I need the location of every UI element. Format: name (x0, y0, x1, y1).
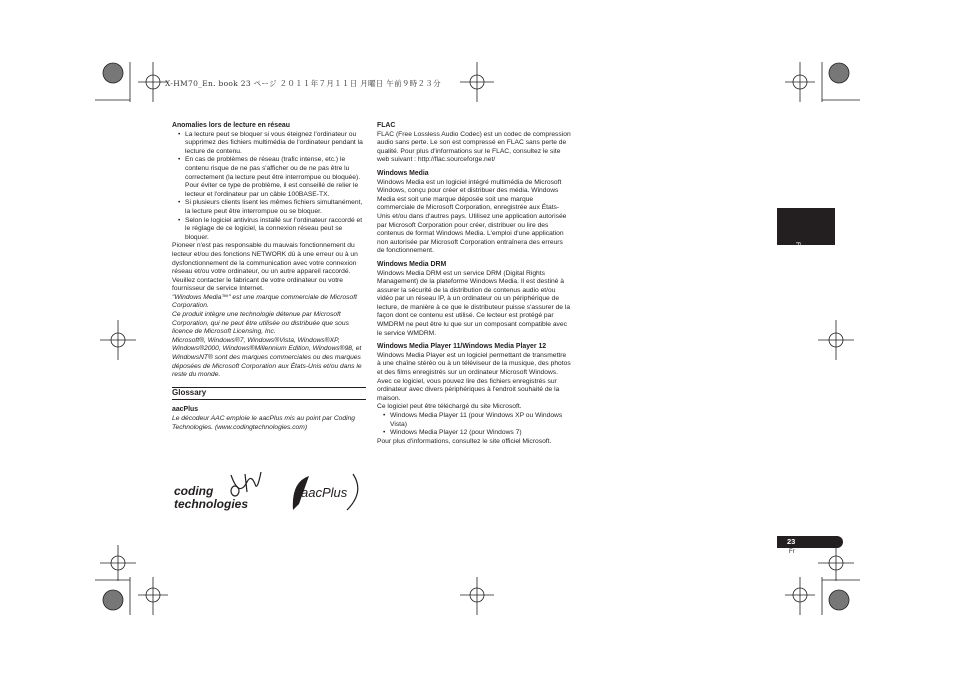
aacplus-text: Le décodeur AAC emploie le aacPlus mis au point par Coding Technologies. (www.codingtechnologies.com) (172, 415, 356, 431)
language-tab (777, 208, 835, 267)
registration-target-tl (103, 63, 123, 83)
section-title-network: Anomalies lors de lecture en réseau (172, 122, 290, 129)
aacplus-logo (289, 470, 365, 514)
bullet-item: • Selon le logiciel antivirus installé sur l'ordinateur raccordé et le réglage de ce logiciel, la connexion réseau peut se bloquer. (172, 217, 366, 243)
svg-text:aacPlus: aacPlus (301, 485, 348, 500)
wm-drm-title: Windows Media DRM (377, 260, 447, 268)
aacplus-title: aacPlus (172, 406, 199, 414)
bullet-item: • La lecture peut se bloquer si vous éteignez l'ordinateur ou supprimez des fichiers multimédia de l'ordinateur pendant la lecture de contenu. (172, 131, 366, 157)
registration-target-bl (103, 590, 123, 610)
book-header: X-HM70_En. book 23 ページ ２０１１年７月１１日 月曜日 午前９時２３分 (165, 79, 441, 88)
windows-media-title: Windows Media (377, 169, 429, 177)
windows-media-text: Windows Media est un logiciel intégré multimédia de Microsoft Windows, conçu pour créer et distribuer des média. Windows Media est soit une marque déposée soit une marque commerciale de Microsoft Corporation, enregistrée aux États-Unis et/ou dans d'autres pays. Utilisez une application autorisée par Microsoft Corporation pour créer, distribuer ou lire des contenus de format Windows Media. L'emploi d'une application non autorisée par Microsoft Corporation entraînera des erreurs de fonctionnement. (377, 178, 567, 255)
page-number: 23 (787, 537, 796, 546)
wmp-text: Ce logiciel peut être téléchargé du site Microsoft. (377, 403, 522, 411)
wmp-text: Windows Media Player est un logiciel permettant de transmettre à une chaîne stéréo ou à un téléviseur de la musique, des photos et des films enregistrés sur un ordinateur Microsoft Windows. (377, 351, 571, 377)
registration-target-tr (829, 63, 849, 83)
svg-text:coding: coding (174, 484, 214, 498)
registration-target-br (829, 590, 849, 610)
left-column (172, 122, 366, 432)
bullet-item: • En cas de problèmes de réseau (trafic intense, etc.) le contenu risque de ne pas s'afficher ou de ne pas être lu correctement (la lecture peut être interrompue ou bloquée). Pour éviter ce type de problème, il est conseillé de relier le lecteur et l'ordinateur par un câble 100BASE-TX. (172, 156, 366, 199)
glossary-heading: Glossary (172, 387, 366, 401)
wmp-text: Pour plus d'informations, consultez le site officiel Microsoft. (377, 437, 552, 445)
flac-title: FLAC (377, 122, 396, 129)
right-column (377, 122, 571, 446)
wmp-text: Avec ce logiciel, vous pouvez lire des fichiers enregistrés sur ordinateur avec divers périphériques à l'endroit souhaité de la maison. (377, 377, 560, 402)
bullet-item: • Windows Media Player 12 (pour Windows 7) (377, 429, 571, 438)
bullet-item: • Windows Media Player 11 (pour Windows XP ou Windows Vista) (377, 412, 571, 429)
coding-technologies-logo (173, 470, 265, 514)
flac-text: FLAC (Free Lossless Audio Codec) est un codec de compression audio sans perte. Le son est compressé en FLAC sans perte de qualité. Pour plus d'informations sur le FLAC, consultez le site web suivant : http://flac.sourceforge.net/ (377, 130, 571, 164)
pioneer-disclaimer: Pioneer n'est pas responsable du mauvais fonctionnement du lecteur et/ou des fonctions NETWORK dû à une erreur ou à un dysfonctionnement de la communication avec votre connexion réseau et/ou votre ordinateur, ou un autre appareil raccordé. Veuillez contacter le fabricant de votre ordinateur ou votre fournisseur de service Internet. (172, 242, 358, 293)
wmp-title: Windows Media Player 11/Windows Media Player 12 (377, 343, 547, 351)
svg-text:technologies: technologies (174, 497, 249, 511)
trademark-note: "Windows Media™" est une marque commerciale de Microsoft Corporation. (172, 293, 357, 310)
trademark-note: Microsoft®, Windows®7, Windows®Vista, Windows®XP, Windows®2000, Windows®Millennium Edition, Windows®98, et WindowsNT® sont des marques commerciales ou des marques déposées de Microsoft Corporation aux États-Unis et/ou dans le reste du monde. (172, 336, 362, 379)
bullet-item: • Si plusieurs clients lisent les mêmes fichiers simultanément, la lecture peut être interrompue ou se bloquer. (172, 199, 366, 216)
language-tab-label: Français (794, 242, 801, 267)
trademark-note: Ce produit intègre une technologie détenue par Microsoft Corporation, qui ne peut être utilisée ou distribuée que sous licence de Microsoft Licensing, Inc. (172, 311, 349, 336)
page-lang: Fr (789, 549, 795, 555)
page-number-box (777, 536, 843, 548)
wm-drm-text: Windows Media DRM est un service DRM (Digital Rights Management) de la plateforme Windows Media. Il est destiné à assurer la sécurité de la distribution de contenus audio et/ou vidéo par un réseau IP, à un ordinateur ou un périphérique de lecture, de manière à ce que le distributeur puisse s'assurer de la façon dont ce contenu est utilisé. Ce lecteur est protégé par WMDRM ne peut être lu que sur un composant compatible avec le service WMDRM. (377, 269, 571, 337)
